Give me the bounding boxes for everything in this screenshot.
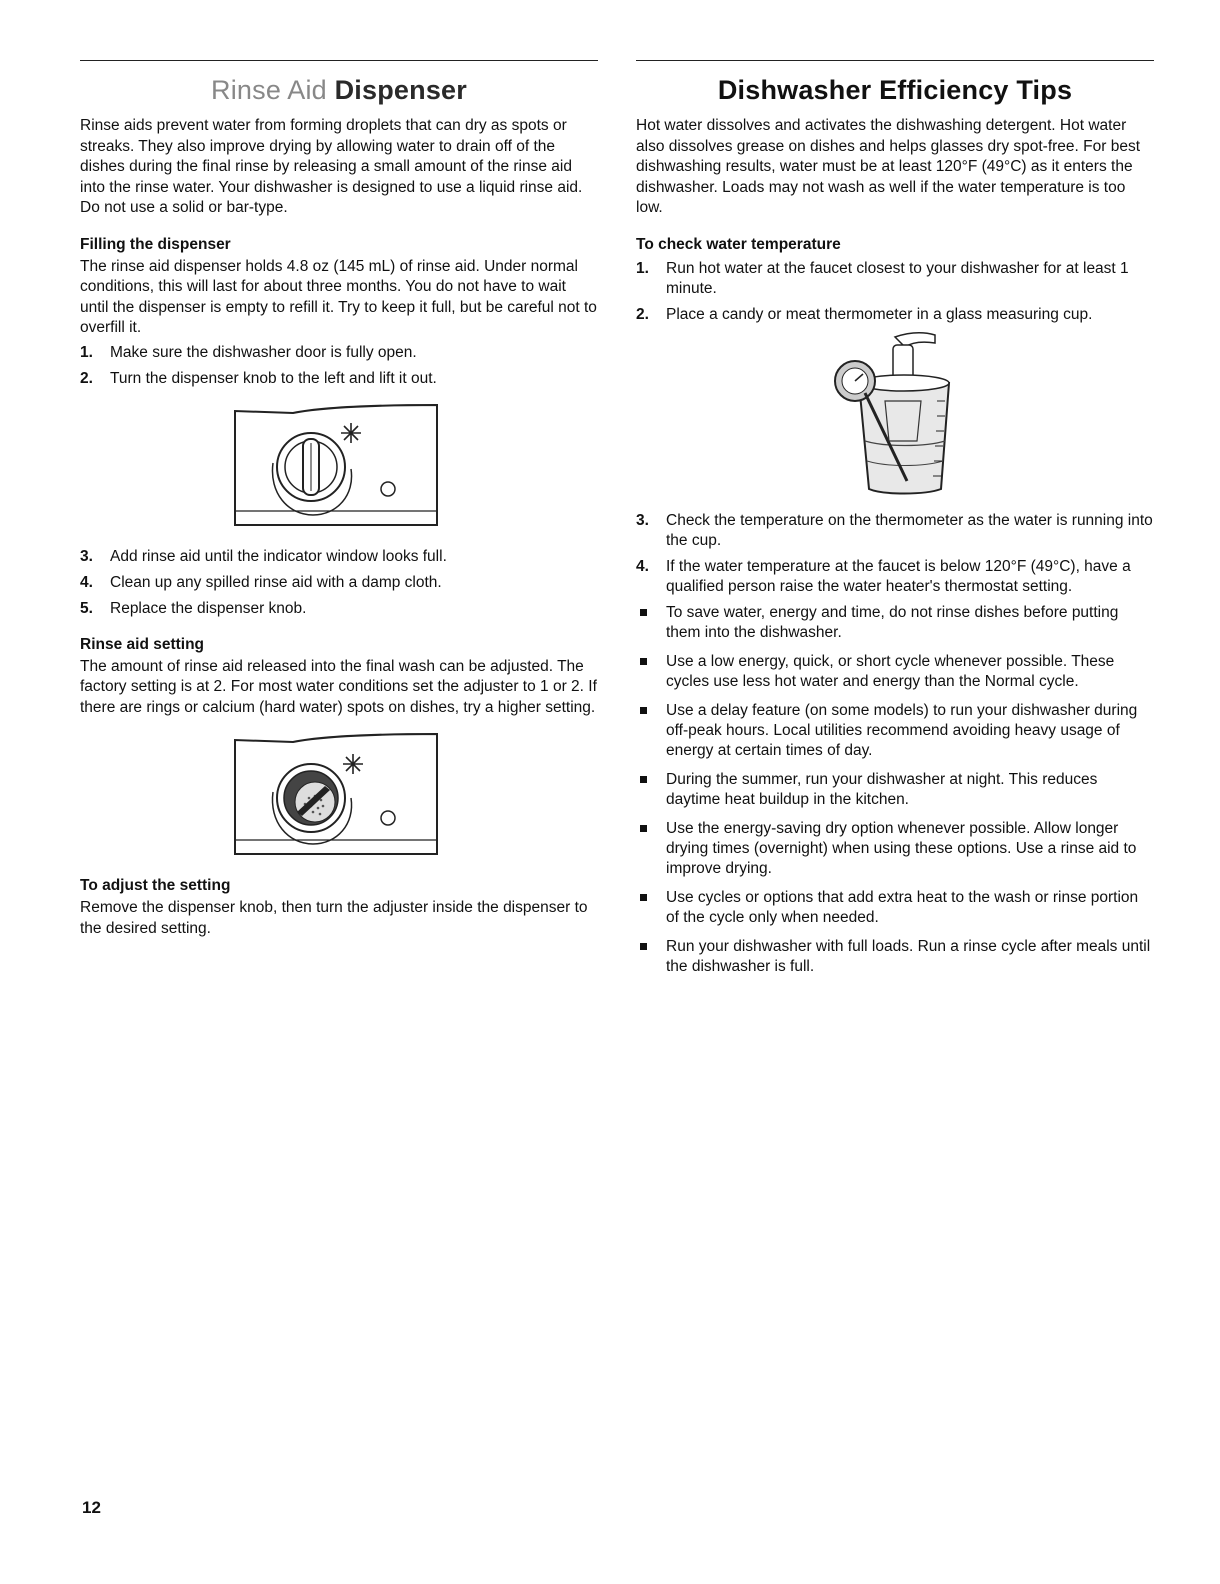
filling-text: The rinse aid dispenser holds 4.8 oz (145 mL) of rinse aid. Under normal conditions, this will last for about three months. You do not have to wait until the dispenser is empty to refill it. Try to keep it full, but be careful not to overfill it. — [80, 257, 597, 336]
list-item — [636, 259, 1154, 299]
page-number: 12 — [82, 1498, 101, 1517]
adjust-text: Remove the dispenser knob, then turn the adjuster inside the dispenser to the desired setting. — [80, 899, 588, 937]
left-column — [80, 60, 598, 939]
filling-heading: Filling the dispenser — [80, 235, 231, 253]
step-text: Add rinse aid until the indicator window looks full. — [110, 547, 447, 565]
step-text: Make sure the dishwasher door is fully open. — [110, 343, 417, 361]
step-number: 2. — [636, 305, 649, 323]
efficiency-intro: Hot water dissolves and activates the dishwashing detergent. Hot water also dissolves grease on dishes and helps glasses dry spot-free. For best dishwashing results, water must be at least 120°F (49°C) as it enters the dishwasher. Loads may not wash as well if the water temperature is too low. — [636, 117, 1141, 216]
top-rule-right — [636, 60, 1154, 61]
list-item — [636, 557, 1154, 597]
step-number: 4. — [80, 573, 93, 591]
list-item — [80, 369, 598, 389]
bullet-icon — [640, 609, 647, 616]
tip-text: During the summer, run your dishwasher at night. This reduces daytime heat buildup in the kitchen. — [666, 770, 1098, 808]
rinse-aid-intro: Rinse aids prevent water from forming droplets that can dry as spots or streaks. They also improve drying by allowing water to drain off of the dishes during the final rinse by releasing a small amount of the rinse aid into the rinse water. Your dishwasher is designed to use a liquid rinse aid. Do not use a solid or bar-type. — [80, 117, 583, 216]
title-light-part: Rinse Aid — [211, 75, 327, 105]
setting-heading: Rinse aid setting — [80, 635, 205, 653]
efficiency-tips-title: Dishwasher Efficiency Tips — [717, 75, 1073, 105]
check-steps-b — [636, 511, 1154, 597]
tip-text: To save water, energy and time, do not rinse dishes before putting them into the dishwasher. — [666, 603, 1119, 641]
bullet-icon — [640, 658, 647, 665]
list-item — [80, 573, 598, 593]
rinse-aid-adjuster-illustration — [233, 732, 445, 864]
list-item — [636, 511, 1154, 551]
setting-text: The amount of rinse aid released into the final wash can be adjusted. The factory setting is at 2. For most water conditions set the adjuster to 1 or 2. If there are rings or calcium (hard water) spots on dishes, try a higher setting. — [80, 657, 597, 716]
check-temperature-heading: To check water temperature — [636, 235, 841, 253]
bullet-icon — [640, 707, 647, 714]
step-number: 3. — [636, 511, 649, 529]
tip-text: Use cycles or options that add extra heat to the wash or rinse portion of the cycle only when needed. — [666, 888, 1139, 926]
filling-steps-a — [80, 343, 598, 389]
step-number: 5. — [80, 599, 93, 617]
list-item — [80, 599, 598, 619]
step-number: 2. — [80, 369, 93, 387]
adjust-section — [80, 876, 598, 939]
list-item — [636, 701, 1154, 761]
check-temperature-section — [636, 235, 1154, 977]
tip-text: Use a delay feature (on some models) to run your dishwasher during off-peak hours. Local utilities recommend avoiding heavy usage of energy at certain times of day. — [666, 701, 1138, 759]
step-text: Replace the dispenser knob. — [110, 599, 307, 617]
bullet-icon — [640, 943, 647, 950]
tip-text: Use a low energy, quick, or short cycle whenever possible. These cycles use less hot water and energy than the Normal cycle. — [666, 652, 1115, 690]
list-item — [636, 770, 1154, 810]
right-column — [636, 60, 1154, 986]
efficiency-tips-list — [636, 603, 1154, 977]
bullet-icon — [640, 825, 647, 832]
title-bold-part: Dispenser — [334, 75, 467, 105]
step-text: Turn the dispenser knob to the left and lift it out. — [110, 369, 437, 387]
filling-section — [80, 235, 598, 619]
step-text: Clean up any spilled rinse aid with a damp cloth. — [110, 573, 442, 591]
thermometer-cup-illustration — [825, 331, 965, 499]
step-text: Place a candy or meat thermometer in a glass measuring cup. — [666, 305, 1093, 323]
adjust-heading: To adjust the setting — [80, 877, 231, 894]
setting-section — [80, 635, 598, 865]
list-item — [636, 305, 1154, 325]
filling-steps-b — [80, 547, 598, 619]
list-item — [80, 547, 598, 567]
step-number: 3. — [80, 547, 93, 565]
tip-text: Use the energy-saving dry option whenever possible. Allow longer drying times (overnight) when using these options. Use a rinse aid to improve drying. — [666, 819, 1137, 877]
list-item — [636, 652, 1154, 692]
step-text: Run hot water at the faucet closest to your dishwasher for at least 1 minute. — [666, 259, 1129, 297]
list-item — [636, 819, 1154, 879]
list-item — [80, 343, 598, 363]
step-text: If the water temperature at the faucet is below 120°F (49°C), have a qualified person raise the water heater's thermostat setting. — [666, 557, 1131, 595]
step-number: 4. — [636, 557, 649, 575]
step-number: 1. — [80, 343, 93, 361]
list-item — [636, 603, 1154, 643]
check-steps-a — [636, 259, 1154, 325]
rinse-aid-title — [80, 75, 598, 106]
dispenser-knob-illustration — [233, 403, 445, 535]
tip-text: Run your dishwasher with full loads. Run a rinse cycle after meals until the dishwasher is full. — [666, 937, 1151, 975]
bullet-icon — [640, 894, 647, 901]
list-item — [636, 937, 1154, 977]
top-rule-left — [80, 60, 598, 61]
bullet-icon — [640, 776, 647, 783]
step-text: Check the temperature on the thermometer as the water is running into the cup. — [666, 511, 1153, 549]
list-item — [636, 888, 1154, 928]
step-number: 1. — [636, 259, 649, 277]
